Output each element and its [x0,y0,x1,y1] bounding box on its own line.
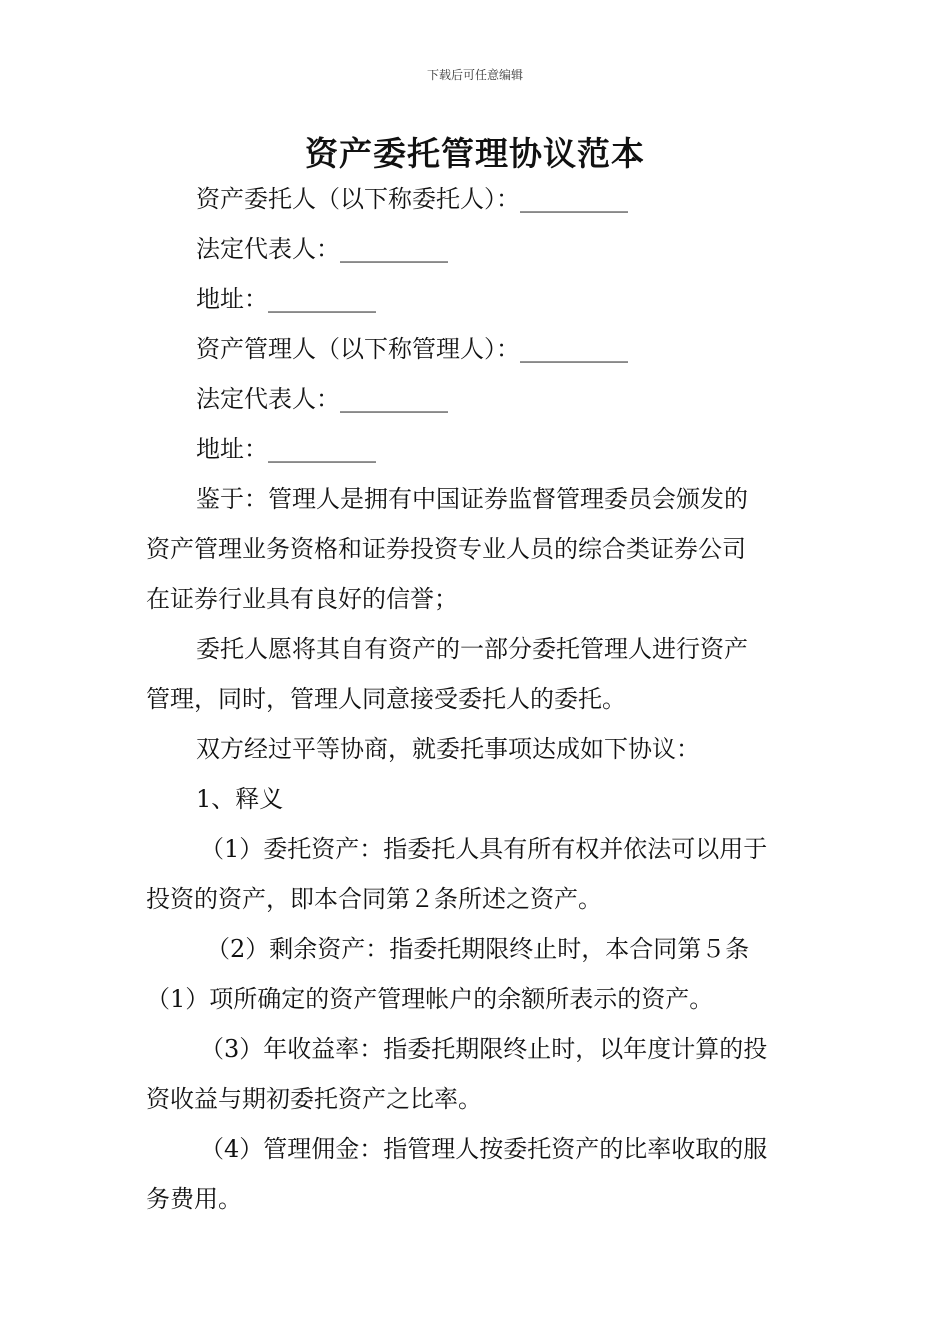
definition-1-line-1: （1）委托资产：指委托人具有所有权并依法可以用于 [200,835,768,863]
entrustor-rep-line: 法定代表人：_________ [196,235,448,263]
header-note: 下载后可任意编辑 [426,68,523,82]
definition-3-line-1: （3）年收益率：指委托期限终止时，以年度计算的投 [200,1035,768,1063]
definition-1-line-2: 投资的资产，即本合同第２条所述之资产。 [146,885,602,913]
intent-paragraph-line-2: 管理，同时，管理人同意接受委托人的委托。 [146,685,626,713]
manager-rep-line: 法定代表人：_________ [196,385,448,413]
manager-address-line: 地址：_________ [196,435,376,463]
entrustor-line: 资产委托人（以下称委托人）：_________ [196,185,628,213]
whereas-paragraph-line-3: 在证券行业具有良好的信誉； [146,585,458,613]
whereas-paragraph-line-2: 资产管理业务资格和证券投资专业人员的综合类证券公司 [146,535,746,563]
intent-paragraph-line-1: 委托人愿将其自有资产的一部分委托管理人进行资产 [196,635,748,663]
definition-3-line-2: 资收益与期初委托资产之比率。 [146,1085,482,1113]
definition-4-line-1: （4）管理佣金：指管理人按委托资产的比率收取的服 [200,1135,768,1163]
definition-4-line-2: 务费用。 [146,1185,242,1213]
definition-2-line-1: （2）剩余资产：指委托期限终止时，本合同第５条 [206,935,750,963]
definition-2-line-2: （1）项所确定的资产管理帐户的余额所表示的资产。 [146,985,714,1013]
document-title: 资产委托管理协议范本 [305,134,645,173]
manager-line: 资产管理人（以下称管理人）：_________ [196,335,628,363]
section-1-heading: 1、释义 [196,785,284,813]
agreement-paragraph: 双方经过平等协商，就委托事项达成如下协议： [196,735,700,763]
entrustor-address-line: 地址：_________ [196,285,376,313]
whereas-paragraph-line-1: 鉴于：管理人是拥有中国证券监督管理委员会颁发的 [196,485,748,513]
